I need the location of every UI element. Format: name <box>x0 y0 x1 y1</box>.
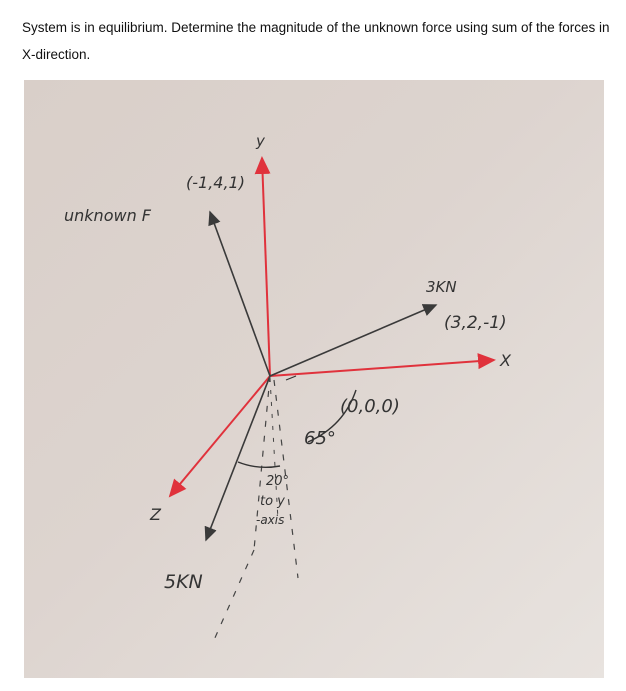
unknown-force-line <box>210 212 270 376</box>
force-5kn-label: 5KN <box>164 571 203 593</box>
angle-20-arc <box>238 462 280 467</box>
angle-20-label: 20° <box>266 474 290 489</box>
unknown-force-label: unknown F <box>64 206 151 225</box>
dashed-projection-2 <box>214 550 254 640</box>
note-to-label: to y <box>260 494 285 509</box>
force-diagram <box>24 80 604 678</box>
y-axis-label: y <box>256 132 265 150</box>
point-3kn-label: (3,2,-1) <box>444 313 507 333</box>
angle-65-label: 65° <box>304 428 336 449</box>
y-axis-line <box>262 158 270 376</box>
tick-mark <box>286 376 296 380</box>
x-axis-label: X <box>500 351 511 370</box>
unknown-point-label: (-1,4,1) <box>186 173 245 192</box>
diagram-photo <box>24 80 604 678</box>
question-text: System is in equilibrium. Determine the magnitude of the unknown force using sum of the forces in X-direction. <box>22 20 610 62</box>
origin-label: (0,0,0) <box>340 396 400 417</box>
z-axis-label: Z <box>150 505 161 524</box>
z-axis-line <box>170 376 270 496</box>
force-3kn-label: 3KN <box>426 278 457 296</box>
note-axis-label: -axis <box>256 513 285 527</box>
